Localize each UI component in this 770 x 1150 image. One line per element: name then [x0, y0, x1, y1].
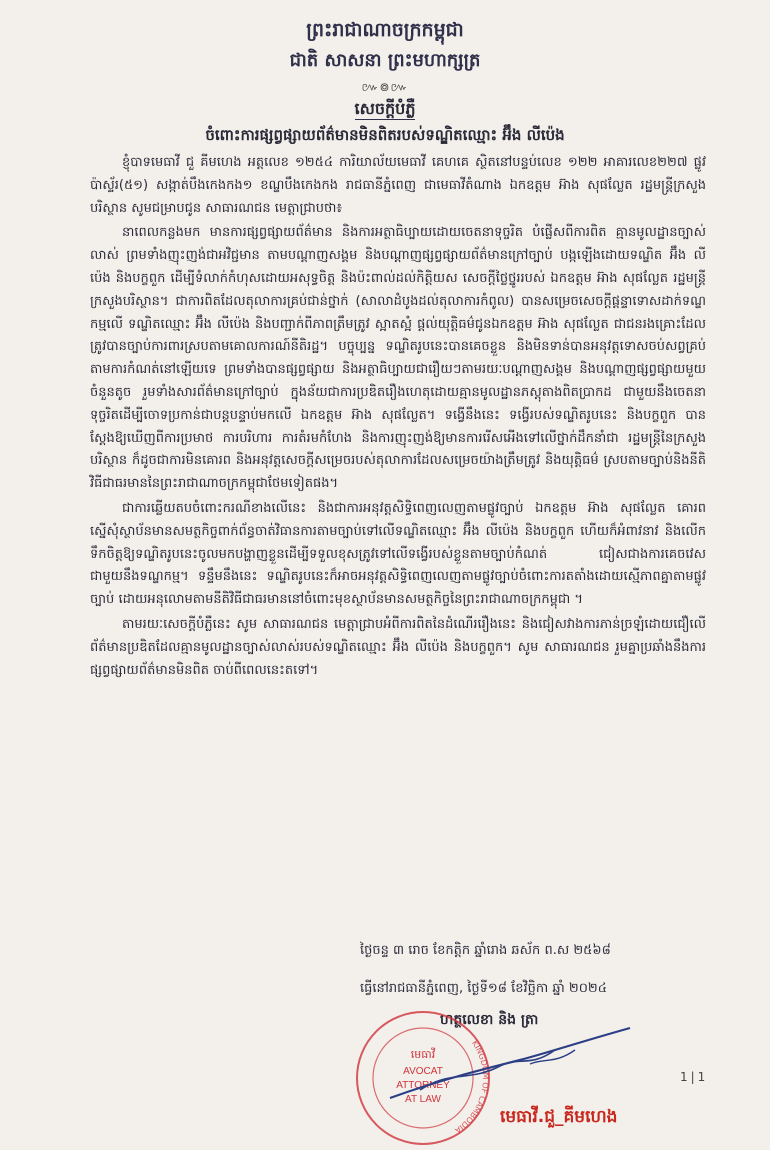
- subject-line: ចំពោះការផ្សព្វផ្សាយព័ត៌មានមិនពិតរបស់ទណ្ឌិតឈ្មោះ អ៊ឹង លីប៉េង: [205, 126, 565, 144]
- paragraph-4: តាមរយៈសេចក្តីបំភ្លឺនេះ សូម សាធារណជន មេត្តាជ្រាបអំពីការពិតនៃដំណើររឿងនេះ និងជៀសវាងការភាន់ច្រឡំដោយជឿលើព័ត៌មានប្រឌិតដែលគ្មានមូលដ្ឋានច្បាស់លាស់របស់ទណ្ឌិតឈ្មោះ អ៊ឹង លីប៉េង និងបក្ខពួក។ សូម សាធារណជន រួមគ្នាប្រឆាំងនឹងការផ្សព្វផ្សាយព័ត៌មានមិនពិត ចាប់ពីពេលនេះតទៅ។: [90, 616, 706, 678]
- kingdom-heading: ព្រះរាជាណាចក្រកម្ពុជា: [306, 19, 464, 41]
- document-type-text: សេចក្តីបំភ្លឺ: [354, 99, 416, 118]
- seal-line-3: AT LAW: [405, 1094, 441, 1105]
- handwritten-signature: [380, 1020, 640, 1110]
- ornament: ៚៙៚: [361, 80, 409, 94]
- document-type: [0, 98, 770, 122]
- paragraph-2: នាពេលកន្លងមក មានការផ្សព្វផ្សាយព័ត៌មាន និងការអត្ថាធិប្បាយដោយចេតនាទុច្ចរិត បំផ្លើសពីការពិត គ្មានមូលដ្ឋានច្បាស់លាស់ ព្រមទាំងញុះញង់ជាអវិជ្ជមាន តាមបណ្តាញសង្គម និងបណ្តាញផ្សព្វផ្សាយព័ត៌មានក្រៅច្បាប់ បង្កឡើងដោយទណ្ឌិត អ៊ឹង លីប៉េង និងបក្ខពួក ដើម្បីទំលាក់កំហុសដោយអសុទ្ធចិត្ត និងប៉ះពាល់ដល់កិត្តិយស សេចក្តីថ្លៃថ្នូររបស់ ឯកឧត្តម អ៊ាង សុផល្លែត រដ្ឋមន្ត្រីក្រសួងបរិស្ថាន។ ជាការពិតដែលតុលាការគ្រប់ជាន់ថ្នាក់ (សាលាដំបូងដល់តុលាការកំពូល) បានសម្រេចសេចក្តីផ្តន្ទាទោសដាក់ទណ្ឌកម្មលើ ទណ្ឌិតឈ្មោះ អ៊ឹង លីប៉េង និងបញ្ជាក់ពីភាពត្រឹមត្រូវ ស្អាតស្អំ ផ្តល់យុត្តិធម៌ជូនឯកឧត្តម អ៊ាង សុផល្លែត ជាជនរងគ្រោះដែលត្រូវបានច្បាប់ការពារស្របតាមគោលការណ៍នីតិរដ្ឋ។ បច្ចុប្បន្ន ទណ្ឌិតរូបនេះបានគេចខ្លួន និងមិនទាន់បានអនុវត្តទោសចប់សព្វគ្រប់តាមការកំណត់នៅឡើយទេ ព្រមទាំងបានផ្សព្វផ្សាយ និងអត្ថាធិប្បាយជារឿយៗតាមរយៈបណ្តាញសង្គម និងបណ្តាញផ្សព្វផ្សាយមួយចំនួនតូច រួមទាំងសារព័ត៌មានក្រៅច្បាប់ ក្នុងន័យជាការប្រឌិតរឿងហេតុដោយគ្មានមូលដ្ឋានភស្តុតាងពិតប្រាកដ ជាមួយនឹងចេតនាទុច្ចរិតដើម្បីចោទប្រកាន់ជាបន្តបន្ទាប់មកលើ ឯកឧត្តម អ៊ាង សុផល្លែត។ ទង្វើនឹងនេះ ទង្វើរបស់ទណ្ឌិតរូបនេះ និងបក្ខពួក បានស្តែងឱ្យឃើញពីការប្រមាថ ការបរិហារ ការតំរមកំហែង និងការញុះញង់ឱ្យមានការរើសអើងទៅលើថ្នាក់ដឹកនាំជា រដ្ឋមន្ត្រីនៃក្រសួងបរិស្ថាន ក៏ដូចជាការមិនគោរព និងអនុវត្តសេចក្តីសម្រេចរបស់តុលាការដែលសម្រេចយ៉ាងត្រឹមត្រូវ និងយុត្តិធម៌ ស្របតាមច្បាប់និងនីតិវិធីជាធរមាននៃព្រះរាជាណាចក្រកម្ពុជាថែមទៀតផង។: [90, 225, 706, 492]
- seal-line-1: AVOCAT: [403, 1066, 443, 1077]
- paragraph-3: ជាការឆ្លើយតបចំពោះករណីខាងលើនេះ និងជាការអនុវត្តសិទ្ធិពេញលេញតាមផ្លូវច្បាប់ ឯកឧត្តម អ៊ាង សុផល្លែត គោរពស្នើសុំស្ថាប័នមានសមត្ថកិច្ចពាក់ព័ន្ធចាត់វិធានការតាមច្បាប់ទៅលើទណ្ឌិតឈ្មោះ អ៊ឹង លីប៉េង និងបក្ខពួក ហើយក៏អំពាវនាវ និងលើកទឹកចិត្តឱ្យទណ្ឌិតរូបនេះចូលមកបង្ហាញខ្លួនដើម្បីទទួលខុសត្រូវទៅលើទង្វើរបស់ខ្លួនតាមច្បាប់កំណត់ ជៀសជាងការគេចវេសជាមួយនឹងទណ្ឌកម្ម។ ទន្ទឹមនឹងនេះ ទណ្ឌិតរូបនេះក៏អាចអនុវត្តសិទ្ធិពេញលេញតាមផ្លូវច្បាប់ចំពោះការតតាំងដោយស្មើភាពគ្នាតាមផ្លូវច្បាប់ ដោយអនុលោមតាមនីតិវិធីជាធរមាននៅចំពោះមុខស្ថាប័នមានសមត្ថកិច្ចនៃព្រះរាជាណាចក្រកម្ពុជា ។: [90, 500, 706, 608]
- lunar-date: ថ្ងៃចន្ទ ៣ រោច ខែកត្តិក ឆ្នាំរោង ឆស័ក ព.ស ២៥៦៨: [360, 943, 611, 958]
- seal-ring-text: KINGDOM OF CAMBODIA: [453, 1038, 491, 1136]
- motto-heading: ជាតិ សាសនា ព្រះមហាក្សត្រ: [289, 50, 481, 71]
- place-date: ធ្វើនៅរាជធានីភ្នំពេញ, ថ្ងៃទី១៨ ខែវិច្ឆិកា ឆ្នាំ ២០២៤: [360, 981, 607, 996]
- seal-center-khmer: មេធាវី: [410, 1048, 436, 1061]
- document-body: [90, 152, 706, 684]
- paragraph-1: ខ្ញុំបាទមេធាវី ជួ គីមហេង អត្តលេខ ១២៥៤ ការិយាល័យមេធាវី គេហគេ ស្ថិតនៅបន្ទប់លេខ ១២២ អាគារលេខ២២៧ ផ្លូវប៉ាស្ទ័រ(៥១) សង្កាត់បឹងកេងកង១ ខណ្ឌបឹងកេងកង រាជធានីភ្នំពេញ ជាមេធាវីតំណាង ឯកឧត្តម អ៊ាង សុផល្លែត រដ្ឋមន្ត្រីក្រសួងបរិស្ថាន សូមជម្រាបជូន សាធារណជន មេត្តាជ្រាបថា៖: [90, 155, 706, 216]
- signature-title: ហត្ថលេខា និង ត្រា: [440, 1012, 539, 1028]
- seal-line-2: ATTORNEY: [396, 1080, 450, 1091]
- page-number: 1|1: [680, 1070, 709, 1084]
- signer-name: មេធាវី.ជួ_គីមហេង: [500, 1107, 618, 1127]
